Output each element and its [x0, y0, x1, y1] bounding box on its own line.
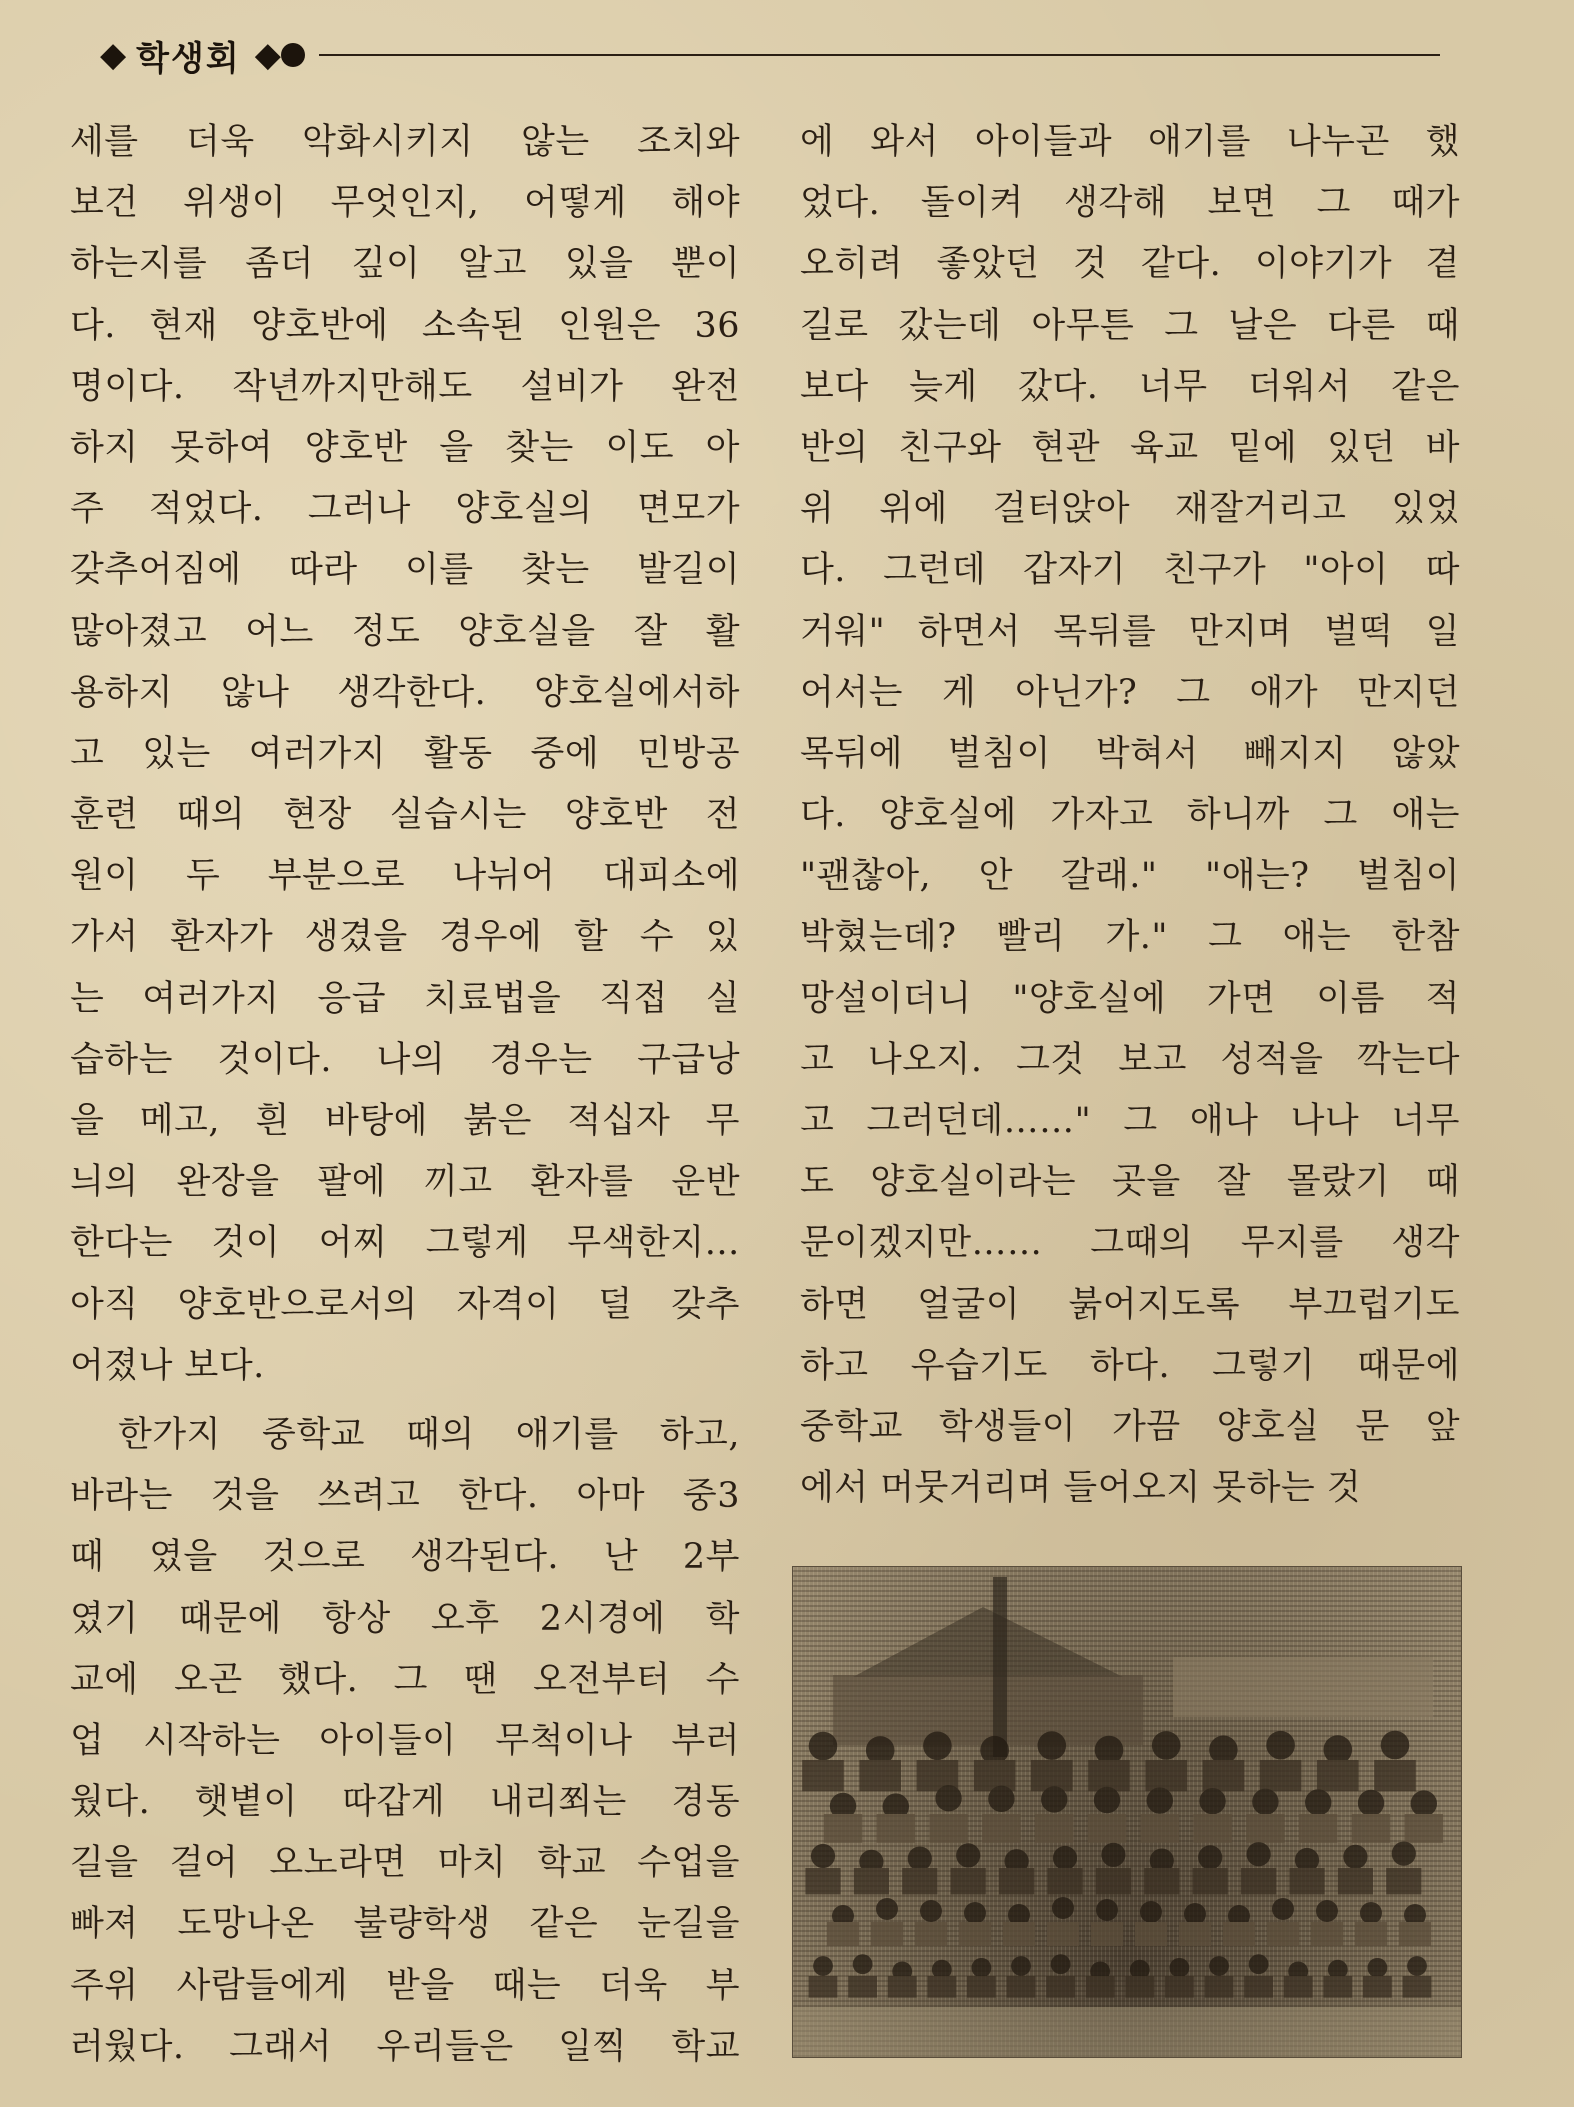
- person-head-icon: [1041, 1786, 1067, 1812]
- text-line: 하고 우습기도 하다. 그렇기 때문에: [800, 1345, 1460, 1386]
- text-line: 빠져 도망나온 불량학생 같은 눈길을: [70, 1904, 740, 1945]
- text-line: 고 나오지. 그것 보고 성적을 깍는다: [800, 1039, 1460, 1080]
- person-head-icon: [988, 1786, 1014, 1812]
- person-head-icon: [1140, 1901, 1162, 1923]
- person-body-icon: [1088, 1760, 1130, 1791]
- text-line: 오히려 좋았던 것 같다. 이야기가 곁: [800, 244, 1460, 285]
- text-line: 늬의 완장을 팔에 끼고 환자를 운반: [70, 1162, 740, 1203]
- person-body-icon: [999, 1868, 1034, 1894]
- text-line: 길로 갔는데 아무튼 그 날은 다른 때: [800, 305, 1460, 346]
- person-body-icon: [1145, 1760, 1187, 1791]
- person-body-icon: [1086, 1976, 1115, 1998]
- person-body-icon: [848, 1976, 877, 1998]
- person-body-icon: [1338, 1868, 1373, 1894]
- text-line: 목뒤에 벌침이 박혀서 빼지지 않았: [800, 733, 1460, 774]
- person-head-icon: [1170, 1958, 1190, 1978]
- person-body-icon: [1386, 1868, 1421, 1894]
- person-body-icon: [1355, 1922, 1387, 1946]
- person-body-icon: [1260, 1760, 1302, 1791]
- person-body-icon: [1246, 1814, 1284, 1843]
- person-body-icon: [827, 1922, 859, 1946]
- text-line: 위 위에 걸터앉아 재잘거리고 있었: [800, 489, 1460, 530]
- text-line: 웠다. 햇볕이 따갑게 내리쬐는 경동: [70, 1782, 740, 1823]
- person-body-icon: [1047, 1868, 1082, 1894]
- person-body-icon: [1241, 1868, 1276, 1894]
- person-head-icon: [964, 1902, 986, 1924]
- person-head-icon: [1324, 1735, 1353, 1764]
- person-body-icon: [1403, 1976, 1432, 1998]
- page-header: [100, 30, 1440, 80]
- text-line: 고 있는 여러가지 활동 중에 민방공: [70, 733, 740, 774]
- person-body-icon: [967, 1976, 996, 1998]
- person-head-icon: [1052, 1897, 1074, 1919]
- person-head-icon: [809, 1732, 838, 1761]
- person-body-icon: [1179, 1922, 1211, 1946]
- person-head-icon: [920, 1900, 942, 1922]
- text-line: 에서 머뭇거리며 들어오지 못하는 것: [800, 1468, 1362, 1509]
- person-head-icon: [1343, 1845, 1367, 1869]
- person-body-icon: [1193, 1868, 1228, 1894]
- person-body-icon: [1267, 1922, 1299, 1946]
- text-line: 하면 얼굴이 붉어지도록 부끄럽기도: [800, 1284, 1460, 1325]
- text-line: 중학교 학생들이 가끔 양호실 문 앞: [800, 1406, 1460, 1447]
- text-line: 보건 위생이 무엇인지, 어떻게 해야: [70, 183, 740, 224]
- person-head-icon: [1198, 1845, 1222, 1869]
- person-head-icon: [1249, 1954, 1269, 1974]
- section-title: 학생회: [136, 38, 241, 79]
- person-body-icon: [1323, 1976, 1352, 1998]
- text-line: 망설이더니 "양호실에 가면 이름 적: [800, 978, 1460, 1019]
- text-line: 길을 걸어 오노라면 마치 학교 수업을: [70, 1843, 740, 1884]
- person-body-icon: [1363, 1976, 1392, 1998]
- text-line: 에 와서 아이들과 애기를 나누곤 했: [800, 122, 1460, 162]
- text-line: 업 시작하는 아이들이 무척이나 부러: [70, 1720, 740, 1761]
- text-line: 주 적었다. 그러나 양호실의 면모가: [70, 489, 740, 530]
- text-line: 반의 친구와 현관 육교 밑에 있던 바: [800, 427, 1460, 468]
- person-body-icon: [1003, 1922, 1035, 1946]
- person-body-icon: [1405, 1814, 1443, 1843]
- person-body-icon: [809, 1976, 838, 1998]
- person-head-icon: [1053, 1846, 1077, 1870]
- person-head-icon: [1184, 1903, 1206, 1925]
- group-photo-illustration: [793, 1567, 1461, 2057]
- person-body-icon: [871, 1922, 903, 1946]
- person-head-icon: [1407, 1956, 1427, 1976]
- person-head-icon: [1368, 1958, 1388, 1978]
- text-line: 다. 현재 양호반에 소속된 인원은 36: [70, 305, 740, 346]
- person-head-icon: [972, 1958, 992, 1978]
- person-body-icon: [1096, 1868, 1131, 1894]
- person-body-icon: [802, 1760, 844, 1791]
- person-head-icon: [1305, 1789, 1331, 1815]
- person-head-icon: [1101, 1843, 1125, 1867]
- person-body-icon: [854, 1868, 889, 1894]
- person-body-icon: [959, 1922, 991, 1946]
- person-body-icon: [902, 1868, 937, 1894]
- person-head-icon: [1411, 1790, 1437, 1816]
- person-body-icon: [1244, 1976, 1273, 1998]
- person-body-icon: [1299, 1814, 1337, 1843]
- person-body-icon: [1374, 1760, 1416, 1791]
- text-line: 때 였을 것으로 생각된다. 난 2부: [70, 1537, 740, 1578]
- text-line: 다. 양호실에 가자고 하니까 그 애는: [800, 795, 1460, 836]
- text-line: 바라는 것을 쓰려고 한다. 아마 중3: [70, 1476, 740, 1517]
- person-body-icon: [1046, 1976, 1075, 1998]
- person-head-icon: [908, 1847, 932, 1871]
- person-head-icon: [876, 1898, 898, 1920]
- person-body-icon: [1047, 1922, 1079, 1946]
- text-line: 어서는 게 아닌가? 그 애가 만지던: [800, 672, 1460, 713]
- person-head-icon: [1392, 1842, 1416, 1866]
- person-body-icon: [1399, 1922, 1431, 1946]
- text-line: 하지 못하여 양호반 을 찾는 이도 아: [70, 427, 740, 468]
- person-body-icon: [1007, 1976, 1036, 1998]
- text-line: 주위 사람들에게 받을 때는 더욱 부: [70, 1965, 740, 2006]
- person-body-icon: [1284, 1976, 1313, 1998]
- text-line: 아직 양호반으로서의 자격이 덜 갖추: [70, 1284, 740, 1325]
- person-head-icon: [1051, 1954, 1071, 1974]
- person-head-icon: [1209, 1736, 1238, 1765]
- diamond-bullet-icon: ◆: [254, 35, 281, 75]
- person-body-icon: [1311, 1922, 1343, 1946]
- person-body-icon: [927, 1976, 956, 1998]
- diamond-bullet-icon: ◆: [100, 35, 127, 75]
- person-body-icon: [1223, 1922, 1255, 1946]
- page-number-badge-icon: [281, 43, 305, 67]
- person-body-icon: [1203, 1760, 1245, 1791]
- person-body-icon: [877, 1814, 915, 1843]
- person-body-icon: [982, 1814, 1020, 1843]
- text-line: 을 메고, 흰 바탕에 붉은 적십자 무: [70, 1101, 740, 1141]
- person-head-icon: [1096, 1899, 1118, 1921]
- person-head-icon: [923, 1732, 952, 1761]
- person-body-icon: [859, 1760, 901, 1791]
- person-body-icon: [1317, 1760, 1359, 1791]
- person-head-icon: [811, 1844, 835, 1868]
- person-head-icon: [1316, 1900, 1338, 1922]
- person-body-icon: [1144, 1868, 1179, 1894]
- person-head-icon: [1038, 1731, 1067, 1760]
- right-text-column: [800, 112, 1460, 1519]
- person-head-icon: [1360, 1902, 1382, 1924]
- text-line: 하는지를 좀더 깊이 알고 있을 뿐이: [70, 244, 740, 285]
- person-body-icon: [974, 1760, 1016, 1791]
- person-body-icon: [1035, 1814, 1073, 1843]
- text-line: 원이 두 부분으로 나뉘어 대피소에: [70, 856, 740, 897]
- person-body-icon: [1193, 1814, 1231, 1843]
- person-body-icon: [1091, 1922, 1123, 1946]
- text-line: 습하는 것이다. 나의 경우는 구급낭: [70, 1039, 740, 1080]
- person-body-icon: [1352, 1814, 1390, 1843]
- person-body-icon: [1205, 1976, 1234, 1998]
- text-line: 가서 환자가 생겼을 경우에 할 수 있: [70, 917, 740, 958]
- person-head-icon: [1199, 1788, 1225, 1814]
- person-head-icon: [1272, 1898, 1294, 1920]
- person-head-icon: [935, 1785, 961, 1811]
- person-body-icon: [888, 1976, 917, 1998]
- person-head-icon: [956, 1843, 980, 1867]
- person-head-icon: [1147, 1787, 1173, 1813]
- text-line: 한다는 것이 어찌 그렇게 무색한지…: [70, 1223, 740, 1264]
- text-line: 었다. 돌이켜 생각해 보면 그 때가: [800, 183, 1460, 224]
- text-line: 세를 더욱 악화시키지 않는 조치와: [70, 122, 740, 162]
- person-head-icon: [1094, 1787, 1120, 1813]
- text-line: 러웠다. 그래서 우리들은 일찍 학교: [70, 2026, 740, 2067]
- text-line: 박혔는데? 빨리 가." 그 애는 한참: [800, 917, 1460, 958]
- left-text-column: [70, 112, 740, 2078]
- person-head-icon: [1266, 1731, 1295, 1760]
- text-line: 거워" 하면서 목뒤를 만지며 벌떡 일: [800, 611, 1460, 652]
- person-body-icon: [1141, 1814, 1179, 1843]
- person-body-icon: [1289, 1868, 1324, 1894]
- person-head-icon: [1011, 1956, 1031, 1976]
- text-line: 명이다. 작년까지만해도 설비가 완전: [70, 366, 740, 407]
- text-line: 많아졌고 어느 정도 양호실을 잘 활: [70, 611, 740, 652]
- text-line: 갖추어짐에 따라 이를 찾는 발길이: [70, 550, 740, 591]
- person-body-icon: [929, 1814, 967, 1843]
- person-body-icon: [1135, 1922, 1167, 1946]
- text-line: 고 그러던데……" 그 애나 나나 너무: [800, 1101, 1460, 1141]
- person-head-icon: [1381, 1731, 1410, 1760]
- person-head-icon: [853, 1954, 873, 1974]
- text-line: 였기 때문에 항상 오후 2시경에 학: [70, 1598, 740, 1639]
- person-body-icon: [805, 1868, 840, 1894]
- text-line: 한가지 중학교 때의 애기를 하고,: [118, 1414, 740, 1455]
- person-head-icon: [1252, 1789, 1278, 1815]
- person-head-icon: [1247, 1842, 1271, 1866]
- text-line: 도 양호실이라는 곳을 잘 몰랐기 때: [800, 1162, 1460, 1203]
- person-head-icon: [813, 1956, 833, 1976]
- text-line: 훈련 때의 현장 실습시는 양호반 전: [70, 795, 740, 836]
- text-line: 보다 늦게 갔다. 너무 더워서 같은: [800, 366, 1460, 407]
- person-body-icon: [1088, 1814, 1126, 1843]
- person-head-icon: [1358, 1790, 1384, 1816]
- person-body-icon: [951, 1868, 986, 1894]
- person-head-icon: [1209, 1956, 1229, 1976]
- text-line: 는 여러가지 응급 치료법을 직접 실: [70, 978, 740, 1019]
- person-head-icon: [1152, 1731, 1181, 1760]
- group-photo: [792, 1566, 1462, 2058]
- text-line: 용하지 않나 생각한다. 양호실에서하: [70, 672, 740, 713]
- text-line: 문이겠지만…… 그때의 무지를 생각: [800, 1223, 1460, 1264]
- person-body-icon: [824, 1814, 862, 1843]
- text-line: 다. 그런데 갑자기 친구가 "아이 따: [800, 550, 1460, 591]
- person-body-icon: [915, 1922, 947, 1946]
- person-body-icon: [1165, 1976, 1194, 1998]
- person-body-icon: [1125, 1976, 1154, 1998]
- text-line: 어졌나 보다.: [70, 1345, 265, 1386]
- text-line: 교에 오곤 했다. 그 땐 오전부터 수: [70, 1659, 740, 1700]
- text-line: "괜찮아, 안 갈래." "애는? 벌침이: [800, 856, 1460, 897]
- header-rule: [319, 54, 1440, 56]
